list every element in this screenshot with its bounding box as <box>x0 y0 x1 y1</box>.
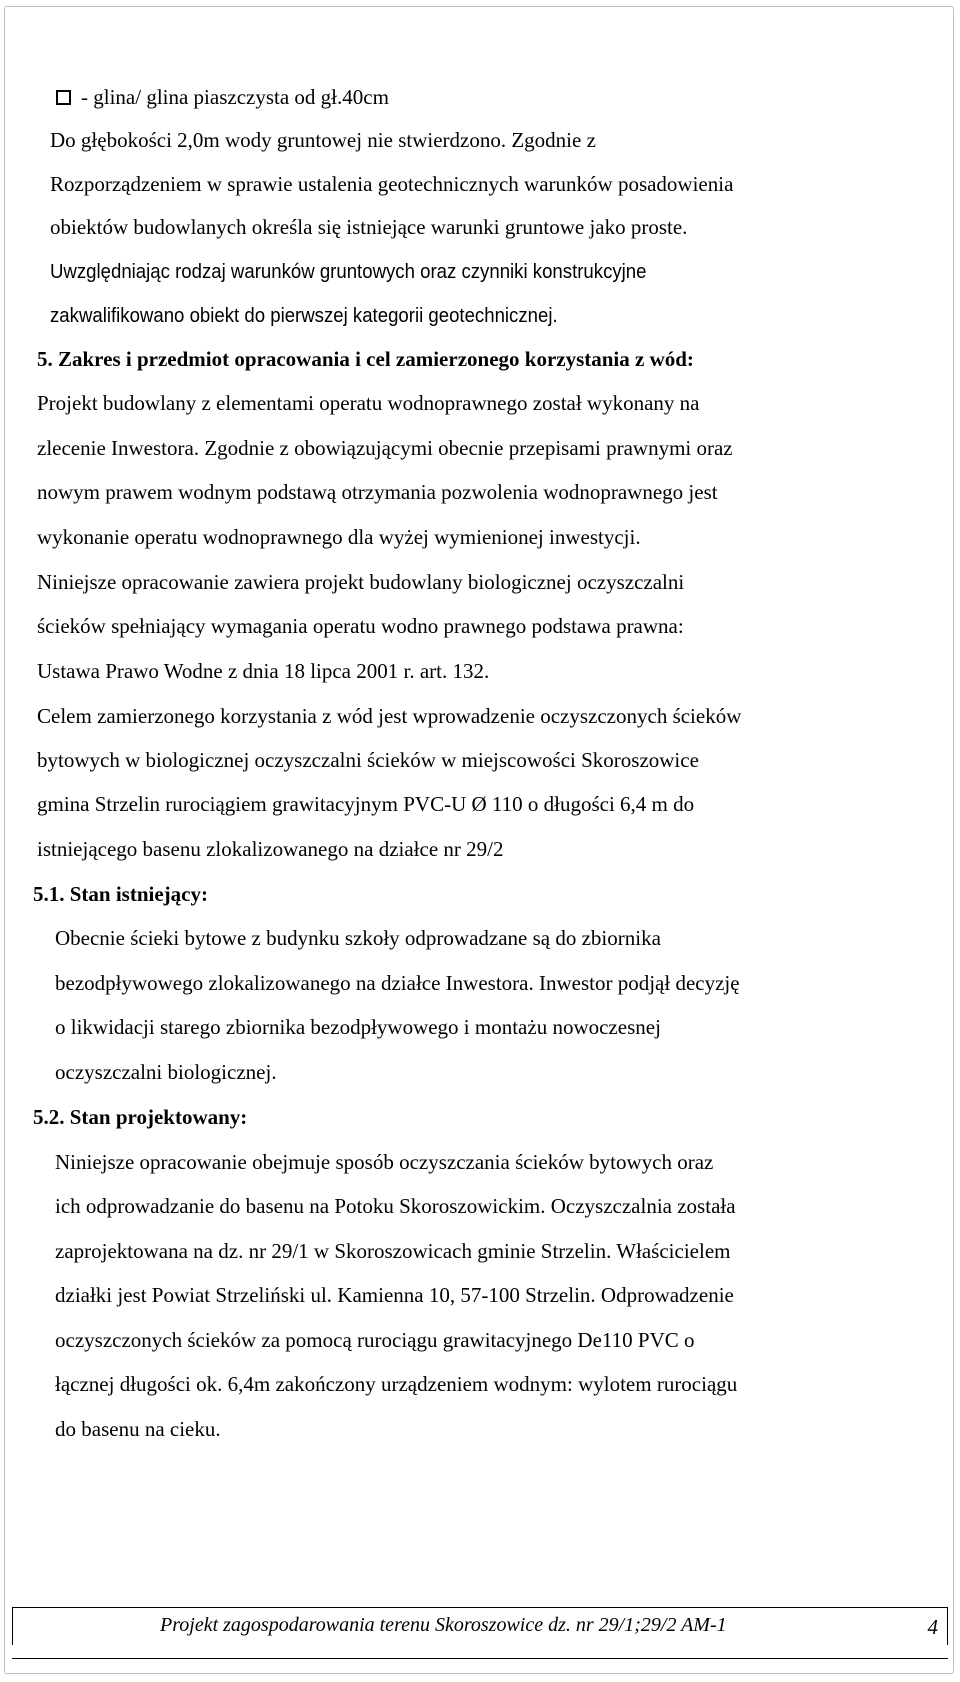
text-line: działki jest Powiat Strzeliński ul. Kamienna 10, 57-100 Strzelin. Odprowadzenie <box>55 1283 734 1307</box>
text-line: Rozporządzeniem w sprawie ustalenia geotechnicznych warunków posadowienia <box>50 172 734 196</box>
checkbox-bullet-icon <box>56 90 71 105</box>
text-line: wykonanie operatu wodnoprawnego dla wyżej wymienionej inwestycji. <box>37 525 641 549</box>
text-line: zlecenie Inwestora. Zgodnie z obowiązującymi obecnie przepisami prawnymi oraz <box>37 436 733 460</box>
text-line: Niniejsze opracowanie zawiera projekt budowlany biologicznej oczyszczalni <box>37 570 685 594</box>
soil-layer-text: - glina/ glina piaszczysta od gł.40cm <box>81 85 389 109</box>
text-line: zakwalifikowano obiekt do pierwszej kategorii geotechnicznej. <box>50 305 558 327</box>
footer-title: Projekt zagospodarowania terenu Skoroszowice dz. nr 29/1;29/2 AM-1 <box>160 1614 727 1636</box>
text-line: ich odprowadzanie do basenu na Potoku Skoroszowickim. Oczyszczalnia została <box>55 1194 736 1218</box>
text-line: zaprojektowana na dz. nr 29/1 w Skoroszowicach gminie Strzelin. Właścicielem <box>55 1239 731 1263</box>
text-line: Obecnie ścieki bytowe z budynku szkoły odprowadzane są do zbiornika <box>55 926 661 950</box>
text-line: Ustawa Prawo Wodne z dnia 18 lipca 2001 r. art. 132. <box>37 659 490 683</box>
text-line: łącznej długości ok. 6,4m zakończony urządzeniem wodnym: wylotem rurociągu <box>55 1372 738 1396</box>
text-line: Do głębokości 2,0m wody gruntowej nie stwierdzono. Zgodnie z <box>50 128 596 152</box>
text-line: oczyszczalni biologicznej. <box>55 1060 277 1084</box>
text-line: obiektów budowlanych określa się istniejące warunki gruntowe jako proste. <box>50 215 688 239</box>
text-line: istniejącego basenu zlokalizowanego na działce nr 29/2 <box>37 837 504 861</box>
text-line: bytowych w biologicznej oczyszczalni ścieków w miejscowości Skoroszowice <box>37 748 699 772</box>
footer-rule <box>12 1658 948 1659</box>
text-line: Celem zamierzonego korzystania z wód jest wprowadzenie oczyszczonych ścieków <box>37 704 742 728</box>
text-line: Uwzględniając rodzaj warunków gruntowych oraz czynniki konstrukcyjne <box>50 261 647 283</box>
text-line: nowym prawem wodnym podstawą otrzymania pozwolenia wodnoprawnego jest <box>37 480 718 504</box>
text-line: do basenu na cieku. <box>55 1417 221 1441</box>
text-line: o likwidacji starego zbiornika bezodpływowego i montażu nowoczesnej <box>55 1015 661 1039</box>
text-line: ścieków spełniający wymagania operatu wodno prawnego podstawa prawna: <box>37 614 684 638</box>
page-number: 4 <box>927 1615 938 1639</box>
section-5-2-heading: 5.2. Stan projektowany: <box>33 1105 248 1129</box>
text-line: gmina Strzelin rurociągiem grawitacyjnym PVC-U Ø 110 o długości 6,4 m do <box>37 792 695 816</box>
text-line: bezodpływowego zlokalizowanego na działce Inwestora. Inwestor podjął decyzję <box>55 971 740 995</box>
bullet-line <box>56 84 389 110</box>
text-line: Niniejsze opracowanie obejmuje sposób oczyszczania ścieków bytowych oraz <box>55 1150 714 1174</box>
section-5-heading: 5. Zakres i przedmiot opracowania i cel zamierzonego korzystania z wód: <box>37 347 694 371</box>
section-5-1-heading: 5.1. Stan istniejący: <box>33 882 208 906</box>
text-line: oczyszczonych ścieków za pomocą rurociągu grawitacyjnego De110 PVC o <box>55 1328 695 1352</box>
text-line: Projekt budowlany z elementami operatu wodnoprawnego został wykonany na <box>37 391 700 415</box>
